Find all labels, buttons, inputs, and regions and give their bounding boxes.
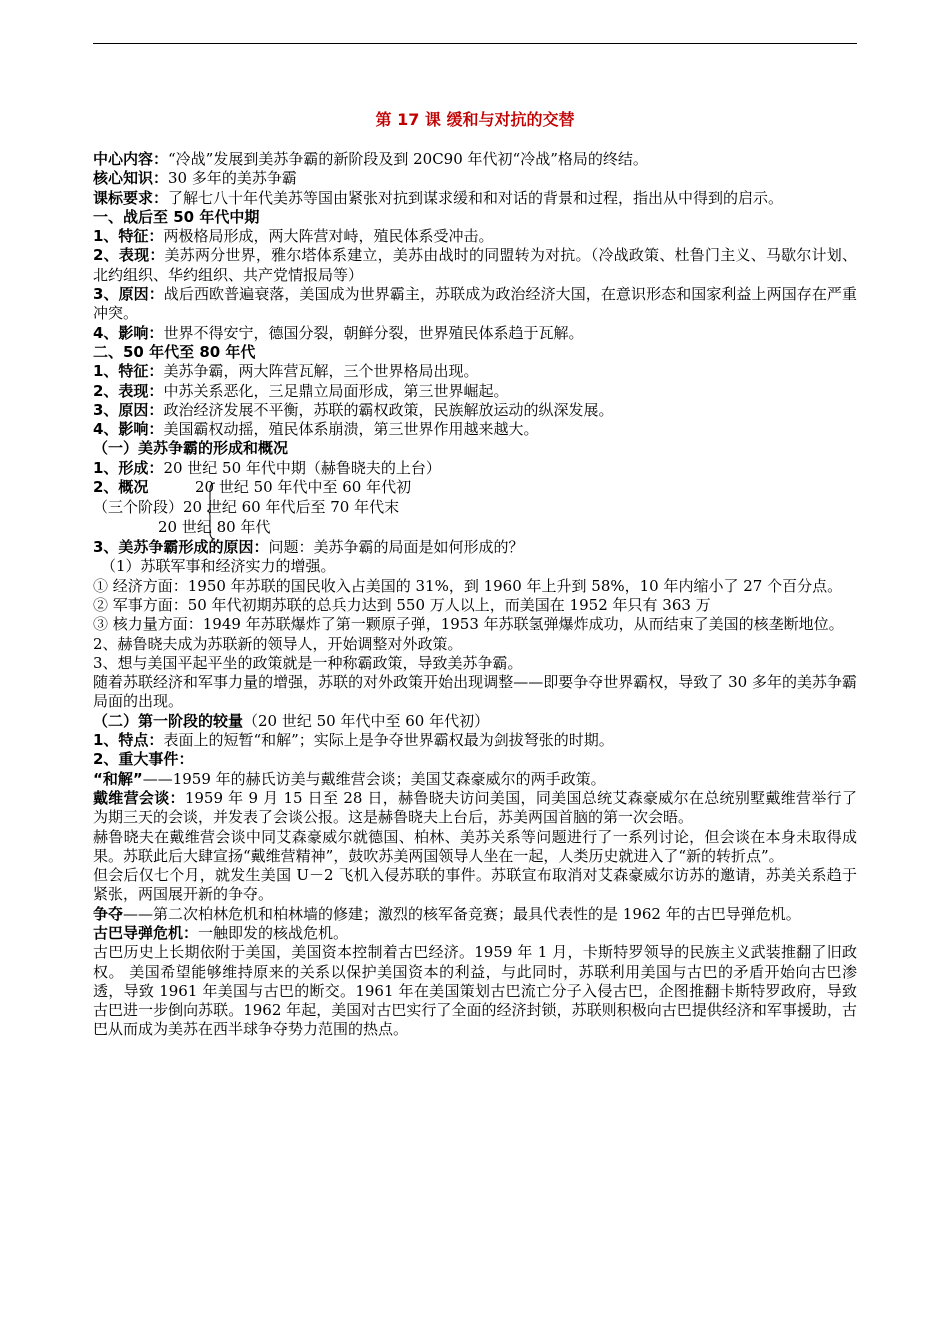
text: 问题：美苏争霸的局面是如何形成的？ — [268, 538, 524, 557]
paragraph — [93, 538, 857, 557]
paragraph: 2、赫鲁晓夫成为苏联新的领导人，开始调整对外政策。 — [93, 634, 463, 653]
paragraph: （1）苏联军事和经济实力的增强。 — [101, 557, 336, 576]
label: 3、原因： — [93, 285, 164, 304]
text: 30 多年的美苏争霸 — [168, 169, 297, 188]
text: 一触即发的核战危机。 — [198, 923, 349, 942]
paragraph — [93, 459, 857, 478]
label: 核心知识： — [93, 169, 169, 188]
paragraph — [93, 731, 857, 750]
label: 3、美苏争霸形成的原因： — [93, 538, 269, 557]
paragraph — [93, 227, 857, 246]
paragraph — [93, 420, 857, 439]
paragraph: 2、重大事件： — [93, 750, 194, 769]
subsection-heading — [93, 712, 857, 731]
paragraph — [93, 150, 857, 169]
label: 1、特点： — [93, 731, 164, 750]
paragraph: 赫鲁晓夫在戴维营会谈中同艾森豪威尔就德国、柏林、美苏关系等问题进行了一系列讨论，但会谈在本身未取得成果。苏联此后大肆宣扬“戴维营精神”，鼓吹苏美两国领导人坐在一起，人类历史就进入了“新的转折点”。 — [93, 827, 857, 865]
paragraph: ② 军事方面：50 年代初期苏联的总兵力达到 550 万人以上，而美国在 1952 年只有 363 万 — [93, 595, 711, 614]
text: 美国霸权动摇，殖民体系崩溃，第三世界作用越来越大。 — [163, 420, 539, 439]
label: 1、特征： — [93, 362, 164, 381]
paragraph: 3、想与美国平起平坐的政策就是一种称霸政策，导致美苏争霸。 — [93, 653, 523, 672]
paragraph: 古巴历史上长期依附于美国，美国资本控制着古巴经济。1959 年 1 月，卡斯特罗领导的民族主义武装推翻了旧政权。 美国希望能够维持原来的关系以保护美国资本的利益，与此同时，苏联利用美国与古巴的矛盾开始向古巴渗透，导致 1961 年美国与古巴的断交。1961 年在美国策划古巴流亡分子入侵古巴，企图推翻卡斯特罗政府，导致古巴进一步倒向苏联。1962 年起，美国对古巴实行了全面的经济封锁，苏联则积极向古巴提供经济和军事援助，古巴从而成为美苏在西半球争夺势力范围的热点。 — [93, 943, 857, 1039]
label: 3、原因： — [93, 400, 164, 419]
header-rule — [93, 43, 857, 44]
paragraph: ① 经济方面：1950 年苏联的国民收入占美国的 31%，到 1960 年上升到 58%，10 年内缩小了 27 个百分点。 — [93, 576, 843, 595]
paragraph — [93, 382, 857, 401]
subsection-heading: （一）美苏争霸的形成和概况 — [93, 439, 289, 458]
stage-label: （三个阶段） — [93, 498, 184, 517]
paragraph — [93, 789, 857, 828]
label: 戴维营会谈： — [93, 788, 185, 807]
label: 中心内容： — [93, 150, 169, 168]
paragraph: ③ 核力量方面：1949 年苏联爆炸了第一颗原子弹，1953 年苏联氢弹爆炸成功，从而结束了美国的核垄断地位。 — [93, 615, 844, 634]
paragraph — [93, 770, 857, 789]
section-heading: 二、50 年代至 80 年代 — [93, 342, 256, 361]
paragraph — [93, 169, 857, 188]
label: 1、形成： — [93, 458, 164, 477]
text: “冷战”发展到美苏争霸的新阶段及到 20C90 年代初“冷战”格局的终结。 — [168, 150, 648, 168]
stage-item: 20 世纪 50 年代中至 60 年代初 — [195, 478, 412, 497]
label: 4、影响： — [93, 323, 164, 342]
paragraph — [93, 246, 857, 285]
stages-block — [93, 478, 857, 538]
label: 4、影响： — [93, 420, 164, 439]
paragraph — [93, 189, 857, 208]
text: 美苏两分世界，雅尔塔体系建立，美苏由战时的同盟转为对抗。（冷战政策、杜鲁门主义、马歇尔计划、北约组织、华约组织、共产党情报局等） — [93, 246, 857, 284]
stage-row — [93, 498, 399, 517]
text: 中苏关系恶化，三足鼎立局面形成，第三世界崛起。 — [163, 381, 509, 400]
stage-item: 20 世纪 80 年代 — [158, 518, 271, 537]
document-body — [93, 150, 857, 1040]
paragraph — [93, 905, 857, 924]
text: 战后西欧普遍衰落，美国成为世界霸主，苏联成为政治经济大国，在意识形态和国家利益上两国存在严重冲突。 — [93, 285, 857, 323]
paragraph — [93, 324, 857, 343]
text: （20 世纪 50 年代中至 60 年代初） — [243, 711, 490, 730]
label: 古巴导弹危机： — [93, 923, 199, 942]
text: 20 世纪 50 年代中期（赫鲁晓夫的上台） — [163, 458, 441, 477]
text: ——1959 年的赫氏访美与戴维营会谈；美国艾森豪威尔的两手政策。 — [142, 769, 606, 788]
paragraph: 随着苏联经济和军事力量的增强，苏联的对外政策开始出现调整——即要争夺世界霸权，导致了 30 多年的美苏争霸局面的出现。 — [93, 673, 857, 711]
page-title: 第 17 课 缓和与对抗的交替 — [375, 110, 575, 129]
paragraph: 但会后仅七个月，就发生美国 U－2 飞机入侵苏联的事件。苏联宣布取消对艾森豪威尔访苏的邀请，苏美关系趋于紧张，两国展开新的争夺。 — [93, 866, 857, 904]
label: 课标要求： — [93, 188, 169, 207]
stage-item: 20 世纪 60 年代后至 70 年代末 — [183, 498, 400, 517]
label: “和解” — [93, 769, 143, 788]
paragraph — [93, 285, 857, 324]
paragraph — [93, 924, 857, 943]
label: （二）第一阶段的较量 — [93, 711, 244, 730]
text: 美苏争霸，两大阵营瓦解，三个世界格局出现。 — [163, 362, 479, 381]
label: 2、表现： — [93, 381, 164, 400]
text: 政治经济发展不平衡，苏联的霸权政策，民族解放运动的纵深发展。 — [163, 400, 614, 419]
text: 1959 年 9 月 15 日至 28 日，赫鲁晓夫访问美国，同美国总统艾森豪威尔在总统别墅戴维营举行了为期三天的会谈，并发表了会谈公报。这是赫鲁晓夫上台后，苏美两国首脑的第一次会晤。 — [93, 788, 857, 827]
text: 表面上的短暂“和解”；实际上是争夺世界霸权最为剑拔弩张的时期。 — [163, 731, 614, 750]
text: 两极格局形成，两大阵营对峙，殖民体系受冲击。 — [163, 227, 494, 246]
paragraph — [93, 362, 857, 381]
label: 1、特征： — [93, 227, 164, 246]
section-heading: 一、战后至 50 年代中期 — [93, 207, 260, 226]
text: 了解七八十年代美苏等国由紧张对抗到谋求缓和和对话的背景和过程，指出从中得到的启示。 — [168, 188, 784, 207]
text: 世界不得安宁，德国分裂，朝鲜分裂，世界殖民体系趋于瓦解。 — [163, 323, 584, 342]
label: 争夺 — [93, 904, 124, 923]
label: 2、表现： — [93, 246, 165, 265]
text: ——第二次柏林危机和柏林墙的修建；激烈的核军备竞赛；最具代表性的是 1962 年的古巴导弹危机。 — [123, 904, 801, 923]
paragraph — [93, 401, 857, 420]
brace-icon — [207, 482, 217, 540]
label: 2、概况 — [93, 478, 149, 497]
